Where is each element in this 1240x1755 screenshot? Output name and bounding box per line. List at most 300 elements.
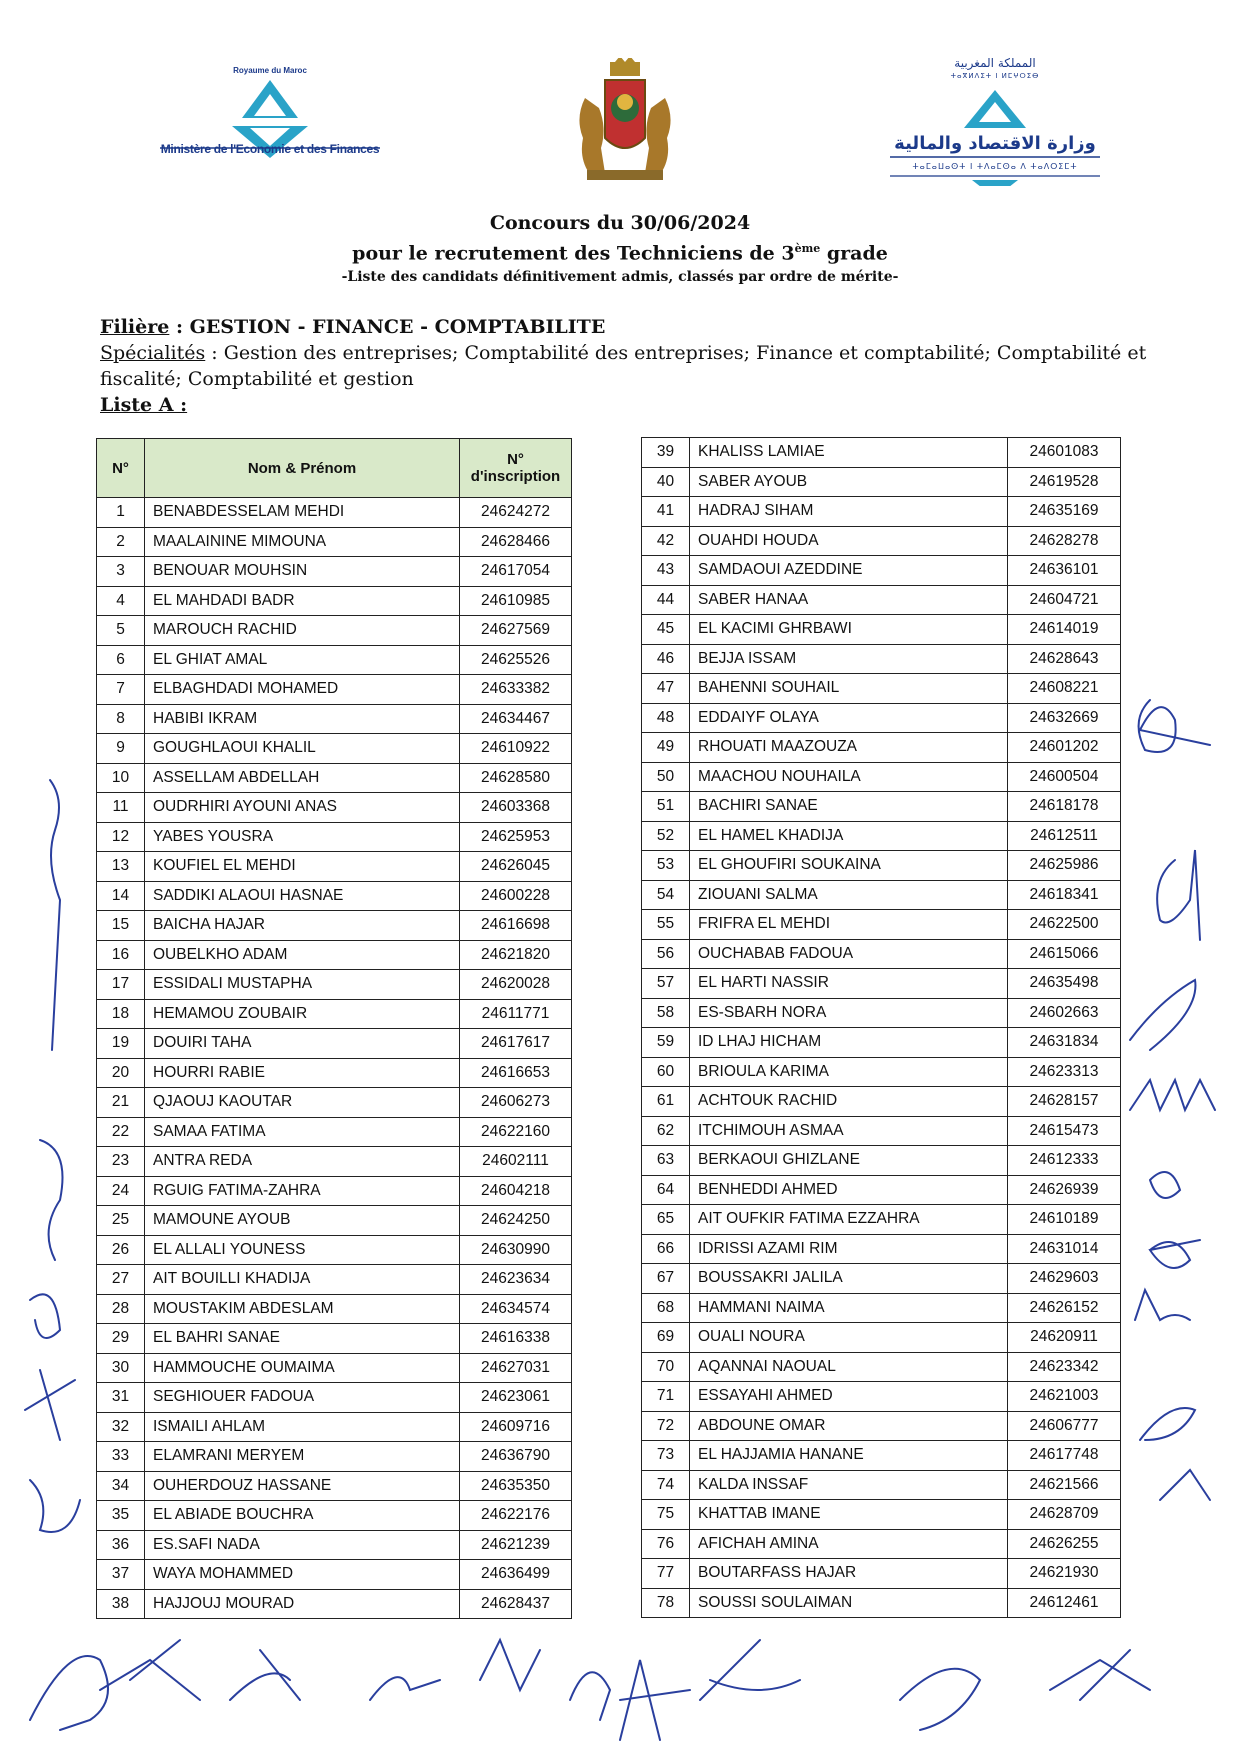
- header-name: Nom & Prénom: [145, 439, 460, 498]
- ministry-logo-ar: [880, 56, 1110, 186]
- candidate-inscription: 24622500: [1008, 910, 1121, 940]
- table-row: [642, 1559, 1121, 1589]
- candidate-name: ELBAGHDADI MOHAMED: [145, 675, 460, 705]
- info-block: [100, 314, 1160, 418]
- candidate-name: ES-SBARH NORA: [690, 998, 1008, 1028]
- candidate-rank: 38: [97, 1589, 145, 1619]
- table-row: [97, 527, 572, 557]
- candidate-rank: 42: [642, 526, 690, 556]
- table-row: [642, 585, 1121, 615]
- candidate-rank: 33: [97, 1442, 145, 1472]
- candidate-name: ACHTOUK RACHID: [690, 1087, 1008, 1117]
- table-row: [642, 821, 1121, 851]
- candidate-inscription: 24608221: [1008, 674, 1121, 704]
- candidate-inscription: 24604721: [1008, 585, 1121, 615]
- candidate-inscription: 24626939: [1008, 1175, 1121, 1205]
- table-row: [97, 616, 572, 646]
- candidate-inscription: 24628466: [460, 527, 572, 557]
- candidate-rank: 7: [97, 675, 145, 705]
- header-insc-line2: d'inscription: [470, 468, 561, 485]
- table-row: [97, 557, 572, 587]
- candidate-name: BENABDESSELAM MEHDI: [145, 498, 460, 528]
- candidate-inscription: 24635350: [460, 1471, 572, 1501]
- candidate-name: KOUFIEL EL MEHDI: [145, 852, 460, 882]
- candidate-name: KHALISS LAMIAE: [690, 438, 1008, 468]
- candidate-name: AFICHAH AMINA: [690, 1529, 1008, 1559]
- candidate-name: EL HAMEL KHADIJA: [690, 821, 1008, 851]
- table-row: [97, 1088, 572, 1118]
- table-row: [97, 1147, 572, 1177]
- table-row: [642, 1264, 1121, 1294]
- filiere-line: [100, 314, 1160, 340]
- candidate-name: HAMMOUCHE OUMAIMA: [145, 1353, 460, 1383]
- candidate-inscription: 24625986: [1008, 851, 1121, 881]
- candidate-inscription: 24631014: [1008, 1234, 1121, 1264]
- candidate-rank: 44: [642, 585, 690, 615]
- candidate-name: EL HAJJAMIA HANANE: [690, 1441, 1008, 1471]
- table-row: [97, 763, 572, 793]
- candidate-name: KHATTAB IMANE: [690, 1500, 1008, 1530]
- table-row: [97, 1176, 572, 1206]
- candidate-rank: 17: [97, 970, 145, 1000]
- candidate-rank: 32: [97, 1412, 145, 1442]
- candidate-name: ESSAYAHI AHMED: [690, 1382, 1008, 1412]
- candidate-rank: 26: [97, 1235, 145, 1265]
- candidate-name: ELAMRANI MERYEM: [145, 1442, 460, 1472]
- candidate-inscription: 24624250: [460, 1206, 572, 1236]
- table-row: [97, 586, 572, 616]
- candidate-rank: 11: [97, 793, 145, 823]
- candidate-rank: 24: [97, 1176, 145, 1206]
- candidate-inscription: 24604218: [460, 1176, 572, 1206]
- candidate-name: KALDA INSSAF: [690, 1470, 1008, 1500]
- table-row: [642, 1529, 1121, 1559]
- candidate-rank: 48: [642, 703, 690, 733]
- candidate-rank: 3: [97, 557, 145, 587]
- specialites-label: Spécialités: [100, 342, 206, 364]
- candidate-rank: 25: [97, 1206, 145, 1236]
- table-row: [97, 1442, 572, 1472]
- candidate-inscription: 24602111: [460, 1147, 572, 1177]
- candidate-name: EL ALLALI YOUNESS: [145, 1235, 460, 1265]
- candidate-inscription: 24621930: [1008, 1559, 1121, 1589]
- candidate-rank: 46: [642, 644, 690, 674]
- candidate-inscription: 24610985: [460, 586, 572, 616]
- candidate-name: EL BAHRI SANAE: [145, 1324, 460, 1354]
- candidate-rank: 51: [642, 792, 690, 822]
- candidate-inscription: 24628157: [1008, 1087, 1121, 1117]
- candidate-rank: 6: [97, 645, 145, 675]
- candidate-rank: 39: [642, 438, 690, 468]
- candidate-rank: 66: [642, 1234, 690, 1264]
- table-row: [97, 704, 572, 734]
- title-recrutement-suffix: grade: [820, 242, 888, 265]
- candidate-inscription: 24617054: [460, 557, 572, 587]
- candidate-inscription: 24606273: [460, 1088, 572, 1118]
- table-row: [97, 1471, 572, 1501]
- table-row: [642, 556, 1121, 586]
- table-row: [642, 851, 1121, 881]
- candidate-rank: 77: [642, 1559, 690, 1589]
- candidate-name: SABER HANAA: [690, 585, 1008, 615]
- candidate-rank: 61: [642, 1087, 690, 1117]
- table-row: [97, 1412, 572, 1442]
- candidate-name: DOUIRI TAHA: [145, 1029, 460, 1059]
- candidate-rank: 8: [97, 704, 145, 734]
- candidate-rank: 41: [642, 497, 690, 527]
- candidate-name: YABES YOUSRA: [145, 822, 460, 852]
- candidate-rank: 37: [97, 1560, 145, 1590]
- candidate-name: ES.SAFI NADA: [145, 1530, 460, 1560]
- candidate-inscription: 24628643: [1008, 644, 1121, 674]
- candidate-inscription: 24621820: [460, 940, 572, 970]
- candidate-rank: 45: [642, 615, 690, 645]
- candidate-rank: 1: [97, 498, 145, 528]
- candidate-inscription: 24636101: [1008, 556, 1121, 586]
- candidate-name: QJAOUJ KAOUTAR: [145, 1088, 460, 1118]
- candidate-name: ASSELLAM ABDELLAH: [145, 763, 460, 793]
- candidate-rank: 35: [97, 1501, 145, 1531]
- table-row: [642, 467, 1121, 497]
- title-subtitle: -Liste des candidats définitivement admis, classés par ordre de mérite-: [341, 269, 899, 286]
- candidate-rank: 10: [97, 763, 145, 793]
- candidate-rank: 2: [97, 527, 145, 557]
- table-row: [642, 910, 1121, 940]
- candidate-inscription: 24636790: [460, 1442, 572, 1472]
- candidate-inscription: 24616698: [460, 911, 572, 941]
- candidate-name: OUALI NOURA: [690, 1323, 1008, 1353]
- candidate-inscription: 24626152: [1008, 1293, 1121, 1323]
- candidate-name: SEGHIOUER FADOUA: [145, 1383, 460, 1413]
- liste-line: [100, 392, 1160, 418]
- candidate-rank: 18: [97, 999, 145, 1029]
- candidate-name: ABDOUNE OMAR: [690, 1411, 1008, 1441]
- table-row: [642, 497, 1121, 527]
- candidate-rank: 60: [642, 1057, 690, 1087]
- candidate-name: BOUSSAKRI JALILA: [690, 1264, 1008, 1294]
- candidate-inscription: 24618178: [1008, 792, 1121, 822]
- title-concours: Concours du 30/06/2024: [489, 212, 751, 234]
- candidate-inscription: 24617617: [460, 1029, 572, 1059]
- candidate-rank: 50: [642, 762, 690, 792]
- candidate-inscription: 24610922: [460, 734, 572, 764]
- candidate-name: BENOUAR MOUHSIN: [145, 557, 460, 587]
- logo-royaume-text: Royaume du Maroc: [233, 66, 307, 75]
- table-row: [97, 1589, 572, 1619]
- candidate-rank: 53: [642, 851, 690, 881]
- candidate-name: OUAHDI HOUDA: [690, 526, 1008, 556]
- candidate-name: EL MAHDADI BADR: [145, 586, 460, 616]
- candidate-rank: 12: [97, 822, 145, 852]
- table-row: [642, 526, 1121, 556]
- candidate-inscription: 24629603: [1008, 1264, 1121, 1294]
- candidate-rank: 63: [642, 1146, 690, 1176]
- table-row: [642, 615, 1121, 645]
- candidate-rank: 55: [642, 910, 690, 940]
- candidate-inscription: 24631834: [1008, 1028, 1121, 1058]
- candidate-inscription: 24622160: [460, 1117, 572, 1147]
- candidate-rank: 16: [97, 940, 145, 970]
- candidate-name: ZIOUANI SALMA: [690, 880, 1008, 910]
- candidate-name: SADDIKI ALAOUI HASNAE: [145, 881, 460, 911]
- candidate-inscription: 24601083: [1008, 438, 1121, 468]
- candidate-inscription: 24614019: [1008, 615, 1121, 645]
- table-row: [642, 703, 1121, 733]
- candidate-inscription: 24603368: [460, 793, 572, 823]
- candidate-inscription: 24636499: [460, 1560, 572, 1590]
- candidate-inscription: 24635498: [1008, 969, 1121, 999]
- table-row: [642, 1087, 1121, 1117]
- candidate-name: FRIFRA EL MEHDI: [690, 910, 1008, 940]
- candidate-inscription: 24633382: [460, 675, 572, 705]
- table-row: [642, 674, 1121, 704]
- candidate-inscription: 24610189: [1008, 1205, 1121, 1235]
- table-row: [642, 644, 1121, 674]
- candidate-inscription: 24612461: [1008, 1588, 1121, 1618]
- table-row: [97, 999, 572, 1029]
- candidate-rank: 31: [97, 1383, 145, 1413]
- table-row: [97, 1294, 572, 1324]
- candidate-rank: 67: [642, 1264, 690, 1294]
- candidate-name: HAJJOUJ MOURAD: [145, 1589, 460, 1619]
- table-row: [97, 1265, 572, 1295]
- candidate-inscription: 24625526: [460, 645, 572, 675]
- candidate-inscription: 24630990: [460, 1235, 572, 1265]
- logo-arabic-kingdom: المملكة المغربية: [954, 56, 1036, 70]
- candidate-rank: 14: [97, 881, 145, 911]
- candidate-inscription: 24601202: [1008, 733, 1121, 763]
- table-row: [97, 852, 572, 882]
- candidate-name: AIT OUFKIR FATIMA EZZAHRA: [690, 1205, 1008, 1235]
- candidate-inscription: 24628580: [460, 763, 572, 793]
- candidate-rank: 30: [97, 1353, 145, 1383]
- table-row: [97, 1560, 572, 1590]
- candidate-name: BAICHA HAJAR: [145, 911, 460, 941]
- candidate-name: HABIBI IKRAM: [145, 704, 460, 734]
- table-row: [642, 1382, 1121, 1412]
- logo-tifinagh-kingdom: ⵜⴰⴳⵍⴷⵉⵜ ⵏ ⵍⵎⵖⵔⵉⴱ: [950, 72, 1040, 80]
- logo-tifinagh-ministry: ⵜⴰⵎⴰⵡⴰⵙⵜ ⵏ ⵜⴷⴰⵎⵙⴰ ⴷ ⵜⴰⴷⵔⵉⵎⵜ: [912, 162, 1078, 171]
- title-grade-sup: ème: [794, 242, 821, 255]
- candidate-rank: 19: [97, 1029, 145, 1059]
- table-row: [642, 998, 1121, 1028]
- candidate-inscription: 24612511: [1008, 821, 1121, 851]
- candidate-rank: 5: [97, 616, 145, 646]
- candidate-inscription: 24624272: [460, 498, 572, 528]
- candidate-rank: 70: [642, 1352, 690, 1382]
- candidate-inscription: 24617748: [1008, 1441, 1121, 1471]
- candidate-name: MAALAININE MIMOUNA: [145, 527, 460, 557]
- table-row: [642, 1146, 1121, 1176]
- table-row: [642, 939, 1121, 969]
- table-row: [642, 1500, 1121, 1530]
- candidate-name: WAYA MOHAMMED: [145, 1560, 460, 1590]
- candidate-name: HEMAMOU ZOUBAIR: [145, 999, 460, 1029]
- candidate-name: SAMAA FATIMA: [145, 1117, 460, 1147]
- candidate-name: AIT BOUILLI KHADIJA: [145, 1265, 460, 1295]
- candidate-inscription: 24620911: [1008, 1323, 1121, 1353]
- candidate-inscription: 24622176: [460, 1501, 572, 1531]
- candidate-rank: 71: [642, 1382, 690, 1412]
- candidate-inscription: 24609716: [460, 1412, 572, 1442]
- table-row: [97, 1117, 572, 1147]
- table-row: [97, 793, 572, 823]
- table-row: [642, 1470, 1121, 1500]
- candidate-name: BRIOULA KARIMA: [690, 1057, 1008, 1087]
- table-row: [642, 733, 1121, 763]
- candidate-rank: 29: [97, 1324, 145, 1354]
- filiere-value: : GESTION - FINANCE - COMPTABILITE: [169, 316, 606, 338]
- table-row: [97, 1501, 572, 1531]
- candidate-name: MAMOUNE AYOUB: [145, 1206, 460, 1236]
- candidate-name: OUBELKHO ADAM: [145, 940, 460, 970]
- candidate-rank: 43: [642, 556, 690, 586]
- table-row: [642, 880, 1121, 910]
- candidate-rank: 21: [97, 1088, 145, 1118]
- table-row: [97, 881, 572, 911]
- candidate-rank: 73: [642, 1441, 690, 1471]
- candidate-inscription: 24612333: [1008, 1146, 1121, 1176]
- table-row: [97, 1383, 572, 1413]
- table-row: [97, 822, 572, 852]
- table-row: [642, 1234, 1121, 1264]
- candidates-table-left: [96, 438, 572, 1619]
- liste-label: Liste A :: [100, 394, 188, 416]
- candidate-rank: 56: [642, 939, 690, 969]
- candidate-inscription: 24606777: [1008, 1411, 1121, 1441]
- candidate-name: AQANNAI NAOUAL: [690, 1352, 1008, 1382]
- table-row: [97, 1206, 572, 1236]
- candidate-inscription: 24628437: [460, 1589, 572, 1619]
- candidate-rank: 27: [97, 1265, 145, 1295]
- specialites-value: : Gestion des entreprises; Comptabilité des entreprises; Finance et comptabilité; Comptabilité et fiscalité; Comptabilité et gestion: [100, 342, 1147, 390]
- candidate-name: ISMAILI AHLAM: [145, 1412, 460, 1442]
- candidate-inscription: 24600504: [1008, 762, 1121, 792]
- candidate-inscription: 24621566: [1008, 1470, 1121, 1500]
- candidate-inscription: 24621003: [1008, 1382, 1121, 1412]
- table-row: [642, 1175, 1121, 1205]
- table-row: [642, 969, 1121, 999]
- candidate-inscription: 24628278: [1008, 526, 1121, 556]
- candidate-rank: 20: [97, 1058, 145, 1088]
- ministry-logo-fr: [150, 66, 390, 186]
- table-row: [97, 498, 572, 528]
- table-row: [97, 1029, 572, 1059]
- candidate-inscription: 24621239: [460, 1530, 572, 1560]
- candidate-inscription: 24618341: [1008, 880, 1121, 910]
- candidate-rank: 57: [642, 969, 690, 999]
- candidate-name: OUDRHIRI AYOUNI ANAS: [145, 793, 460, 823]
- candidate-name: BENHEDDI AHMED: [690, 1175, 1008, 1205]
- candidate-rank: 72: [642, 1411, 690, 1441]
- candidate-rank: 40: [642, 467, 690, 497]
- candidate-name: ANTRA REDA: [145, 1147, 460, 1177]
- table-row: [97, 645, 572, 675]
- candidate-inscription: 24602663: [1008, 998, 1121, 1028]
- candidate-name: EL KACIMI GHRBAWI: [690, 615, 1008, 645]
- filiere-label: Filière: [100, 316, 170, 338]
- candidate-name: BAHENNI SOUHAIL: [690, 674, 1008, 704]
- table-row: [642, 792, 1121, 822]
- document-title: [0, 210, 1240, 288]
- candidate-name: GOUGHLAOUI KHALIL: [145, 734, 460, 764]
- candidate-name: MAROUCH RACHID: [145, 616, 460, 646]
- candidate-rank: 15: [97, 911, 145, 941]
- candidate-inscription: 24626045: [460, 852, 572, 882]
- candidate-rank: 23: [97, 1147, 145, 1177]
- candidate-name: BEJJA ISSAM: [690, 644, 1008, 674]
- candidate-inscription: 24616653: [460, 1058, 572, 1088]
- candidate-inscription: 24627031: [460, 1353, 572, 1383]
- candidate-inscription: 24615066: [1008, 939, 1121, 969]
- candidate-inscription: 24632669: [1008, 703, 1121, 733]
- candidate-rank: 68: [642, 1293, 690, 1323]
- candidate-rank: 58: [642, 998, 690, 1028]
- candidate-inscription: 24620028: [460, 970, 572, 1000]
- candidate-name: EL GHOUFIRI SOUKAINA: [690, 851, 1008, 881]
- table-row: [97, 675, 572, 705]
- candidates-table-right: [641, 437, 1121, 1618]
- candidate-rank: 75: [642, 1500, 690, 1530]
- candidate-rank: 59: [642, 1028, 690, 1058]
- table-row: [97, 970, 572, 1000]
- candidate-name: ITCHIMOUH ASMAA: [690, 1116, 1008, 1146]
- table-row: [97, 911, 572, 941]
- candidate-rank: 13: [97, 852, 145, 882]
- table-header-row: [97, 439, 572, 498]
- candidate-name: ID LHAJ HICHAM: [690, 1028, 1008, 1058]
- candidate-inscription: 24623634: [460, 1265, 572, 1295]
- title-recrutement: [0, 236, 1240, 266]
- candidate-name: EL GHIAT AMAL: [145, 645, 460, 675]
- candidate-name: HOURRI RABIE: [145, 1058, 460, 1088]
- candidate-inscription: 24623313: [1008, 1057, 1121, 1087]
- candidate-inscription: 24635169: [1008, 497, 1121, 527]
- specialites-line: [100, 340, 1160, 392]
- candidate-rank: 36: [97, 1530, 145, 1560]
- royal-coat-of-arms-icon: [565, 58, 685, 188]
- title-recrutement-prefix: pour le recrutement des Techniciens de 3: [352, 242, 795, 265]
- candidate-rank: 76: [642, 1529, 690, 1559]
- candidate-name: BOUTARFASS HAJAR: [690, 1559, 1008, 1589]
- candidate-name: EL ABIADE BOUCHRA: [145, 1501, 460, 1531]
- candidate-inscription: 24623342: [1008, 1352, 1121, 1382]
- candidate-rank: 28: [97, 1294, 145, 1324]
- candidate-inscription: 24626255: [1008, 1529, 1121, 1559]
- candidate-inscription: 24634467: [460, 704, 572, 734]
- candidate-rank: 78: [642, 1588, 690, 1618]
- candidate-name: MOUSTAKIM ABDESLAM: [145, 1294, 460, 1324]
- candidate-rank: 9: [97, 734, 145, 764]
- candidate-inscription: 24625953: [460, 822, 572, 852]
- candidate-name: SAMDAOUI AZEDDINE: [690, 556, 1008, 586]
- candidate-inscription: 24628709: [1008, 1500, 1121, 1530]
- candidate-name: HAMMANI NAIMA: [690, 1293, 1008, 1323]
- table-row: [97, 1235, 572, 1265]
- candidate-name: RHOUATI MAAZOUZA: [690, 733, 1008, 763]
- candidate-rank: 4: [97, 586, 145, 616]
- candidate-inscription: 24623061: [460, 1383, 572, 1413]
- candidate-name: SABER AYOUB: [690, 467, 1008, 497]
- table-row: [642, 1441, 1121, 1471]
- candidate-inscription: 24615473: [1008, 1116, 1121, 1146]
- ministry-triangle-icon: [150, 66, 390, 186]
- table-row: [97, 1530, 572, 1560]
- candidate-rank: 34: [97, 1471, 145, 1501]
- candidate-rank: 22: [97, 1117, 145, 1147]
- candidate-rank: 47: [642, 674, 690, 704]
- table-row: [97, 940, 572, 970]
